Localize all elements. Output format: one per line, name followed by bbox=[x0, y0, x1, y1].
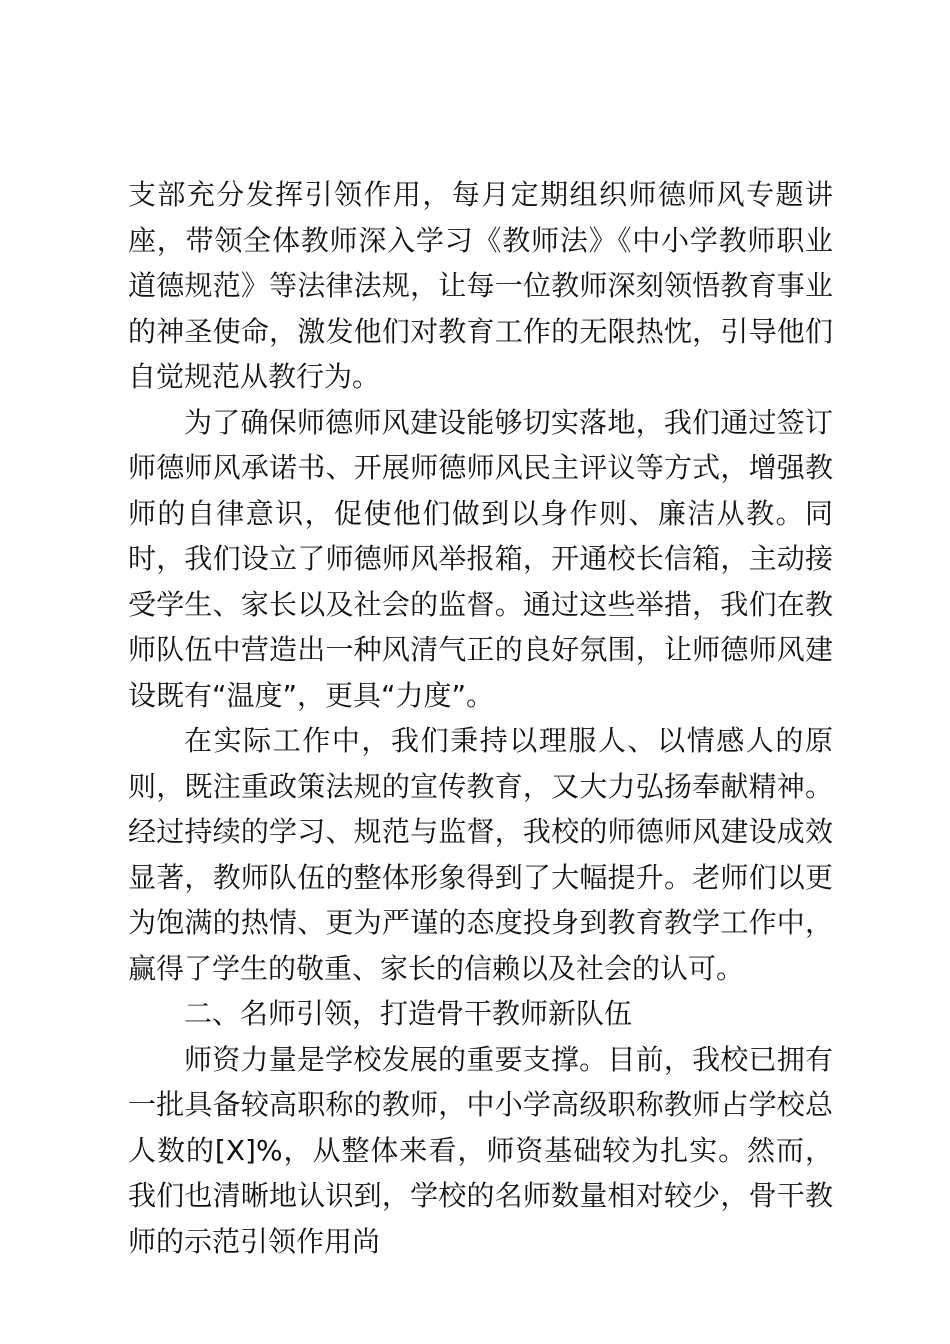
paragraph-teaching-staff: 师资力量是学校发展的重要支撑。目前，我校已拥有一批具备较高职称的教师，中小学高级职称教师占学校总人数的[X]%，从整体来看，师资基础较为扎实。然而，我们也清晰地认识到，学校的名师数量相对较少，骨干教师的示范引领作用尚 bbox=[128, 1042, 833, 1258]
paragraph-continued: 支部充分发挥引领作用，每月定期组织师德师风专题讲座，带领全体教师深入学习《教师法》《中小学教师职业道德规范》等法律法规，让每一位教师深刻领悟教育事业的神圣使命，激发他们对教育工作的无限热忱，引导他们自觉规范从教行为。 bbox=[128, 178, 833, 393]
section-heading: 二、名师引领，打造骨干教师新队伍 bbox=[184, 997, 633, 1030]
document-body bbox=[128, 172, 833, 1264]
paragraph-achievements: 在实际工作中，我们秉持以理服人、以情感人的原则，既注重政策法规的宣传教育，又大力弘扬奉献精神。经过持续的学习、规范与监督，我校的师德师风建设成效显著，教师队伍的整体形象得到了大幅提升。老师们以更为饱满的热情、更为严谨的态度投身到教育教学工作中，赢得了学生的敬重、家长的信赖以及社会的认可。 bbox=[128, 724, 833, 985]
paragraph-commitment-supervision: 为了确保师德师风建设能够切实落地，我们通过签订师德师风承诺书、开展师德师风民主评议等方式，增强教师的自律意识，促使他们做到以身作则、廉洁从教。同时，我们设立了师德师风举报箱，开通校长信箱，主动接受学生、家长以及社会的监督。通过这些举措，我们在教师队伍中营造出一种风清气正的良好氛围，让师德师风建设既有“温度”，更具“力度”。 bbox=[128, 405, 833, 712]
